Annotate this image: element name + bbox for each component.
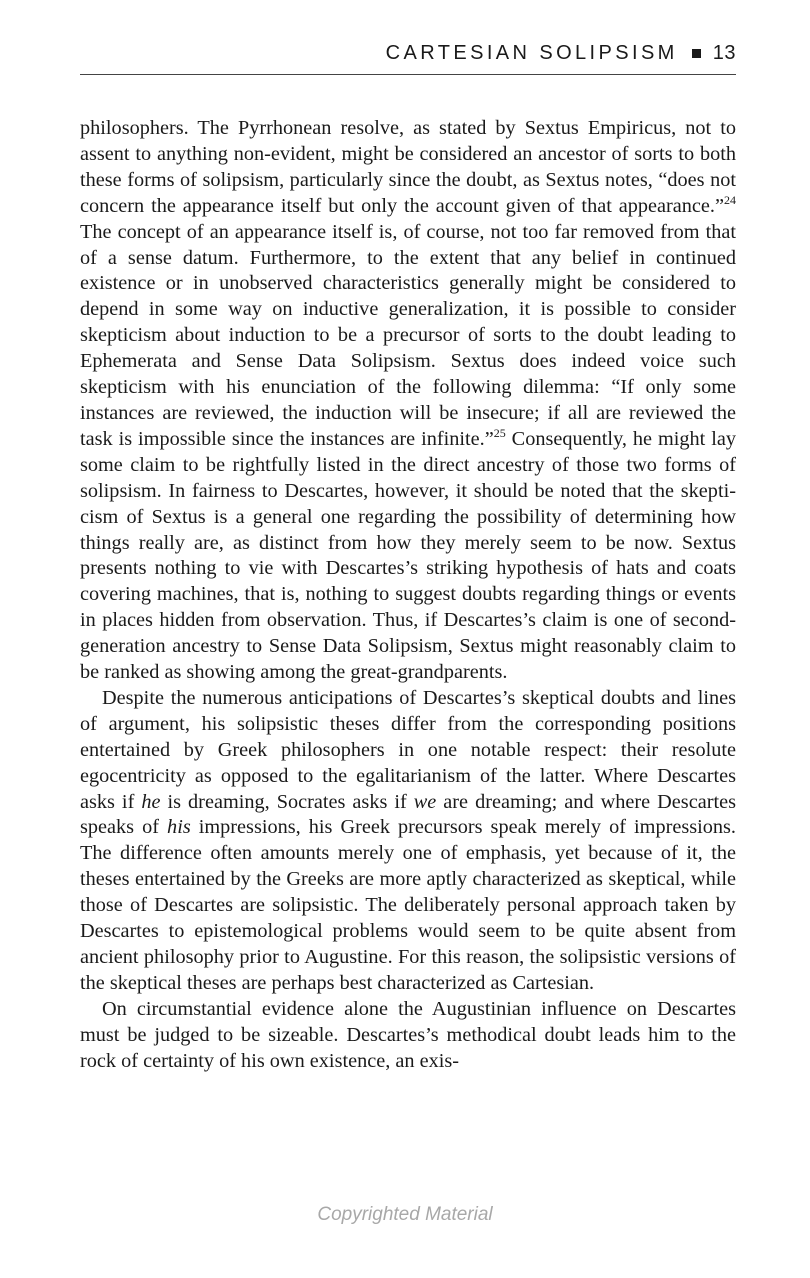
paragraph-text: The concept of an appearance itself is, of course, not too far removed from that of a sense datum. Furthermore, to the extent that any belief in continued existence or in unobserved characteristics generally might be considered to depend in some way on inductive generalization, it is possible to consider skepticism about induction to be a precursor of sorts to the doubt leading to Ephemerata and Sense Data Solipsism. Sextus does indeed voice such skepticism with his enunciation of the following dilemma: “If only some instances are reviewed, the induction will be insecure; if all are reviewed the task is impossible since the instances are infinite.”	[80, 220, 736, 450]
page-number: 13	[712, 42, 736, 64]
emphasis-text: we	[413, 790, 437, 813]
header-rule	[80, 74, 736, 75]
paragraph-text: is dreaming, Socrates asks if	[160, 790, 414, 813]
paragraph-text: philosophers. The Pyrrhonean resolve, as stated by Sextus Empiricus, not to assent to anything non-evident, might be considered an ancestor of sorts to both these forms of solipsism, particularly since the doubt, as Sextus notes, “does not concern the appearance itself but only the account given of that appearance.”	[80, 117, 736, 217]
running-header	[80, 42, 736, 65]
running-title: CARTESIAN SOLIPSISM	[385, 42, 678, 64]
paragraph-text: impressions, his Greek precursors speak merely of impressions. The difference often amounts merely one of emphasis, yet because of it, the theses entertained by the Greeks are more aptly characterized as skeptical, while those of Descartes are solipsistic. The deliberately personal approach taken by Descartes to epistemological problems would seem to be quite absent from ancient philosophy prior to Augustine. For this reason, the solipsistic versions of the skeptical theses are perhaps best characterized as Cartesian.	[80, 816, 737, 994]
footnote-ref-25[interactable]: 25	[493, 425, 506, 440]
paragraph-text: On circumstantial evidence alone the Augustinian influence on Descartes must be judged to be sizeable. Descartes’s methodical doubt leads him to the rock of certainty of his own existence, an exis-	[80, 997, 736, 1072]
square-bullet-icon	[692, 49, 701, 58]
body-text	[80, 116, 736, 1075]
paragraph-text: are dreaming; and where Descartes speaks of	[80, 790, 736, 839]
emphasis-text: he	[141, 790, 161, 813]
paragraph-text: Despite the numerous anticipations of Descartes’s skeptical doubts and lines of argument, his solipsistic theses differ from the corresponding positions entertained by Greek philosophers in one notable respect: their resolute egocentricity as opposed to the egalitarianism of the latter. Where Descartes asks if	[80, 686, 736, 813]
copyright-watermark: Copyrighted Material	[317, 1204, 493, 1225]
paragraph	[80, 116, 736, 686]
paragraph-text: Consequently, he might lay some claim to be rightfully listed in the direct ancestry of those two forms of solipsism. In fairness to Descartes, however, it should be noted that the skepticism of Sextus is a general one regarding the possibility of determining how things really are, as distinct from how they merely seem to be now. Sextus presents nothing to vie with Descartes’s striking hypothesis of hats and coats covering machines, that is, nothing to suggest doubts regarding things or events in places hidden from observation. Thus, if Descartes’s claim is one of second-generation ancestry to Sense Data Solipsism, Sextus might reasonably claim to be ranked as showing among the great-grandparents.	[80, 427, 736, 684]
footnote-ref-24[interactable]: 24	[724, 192, 736, 207]
paragraph	[80, 997, 736, 1075]
emphasis-text: his	[167, 816, 191, 839]
paragraph	[80, 686, 736, 997]
